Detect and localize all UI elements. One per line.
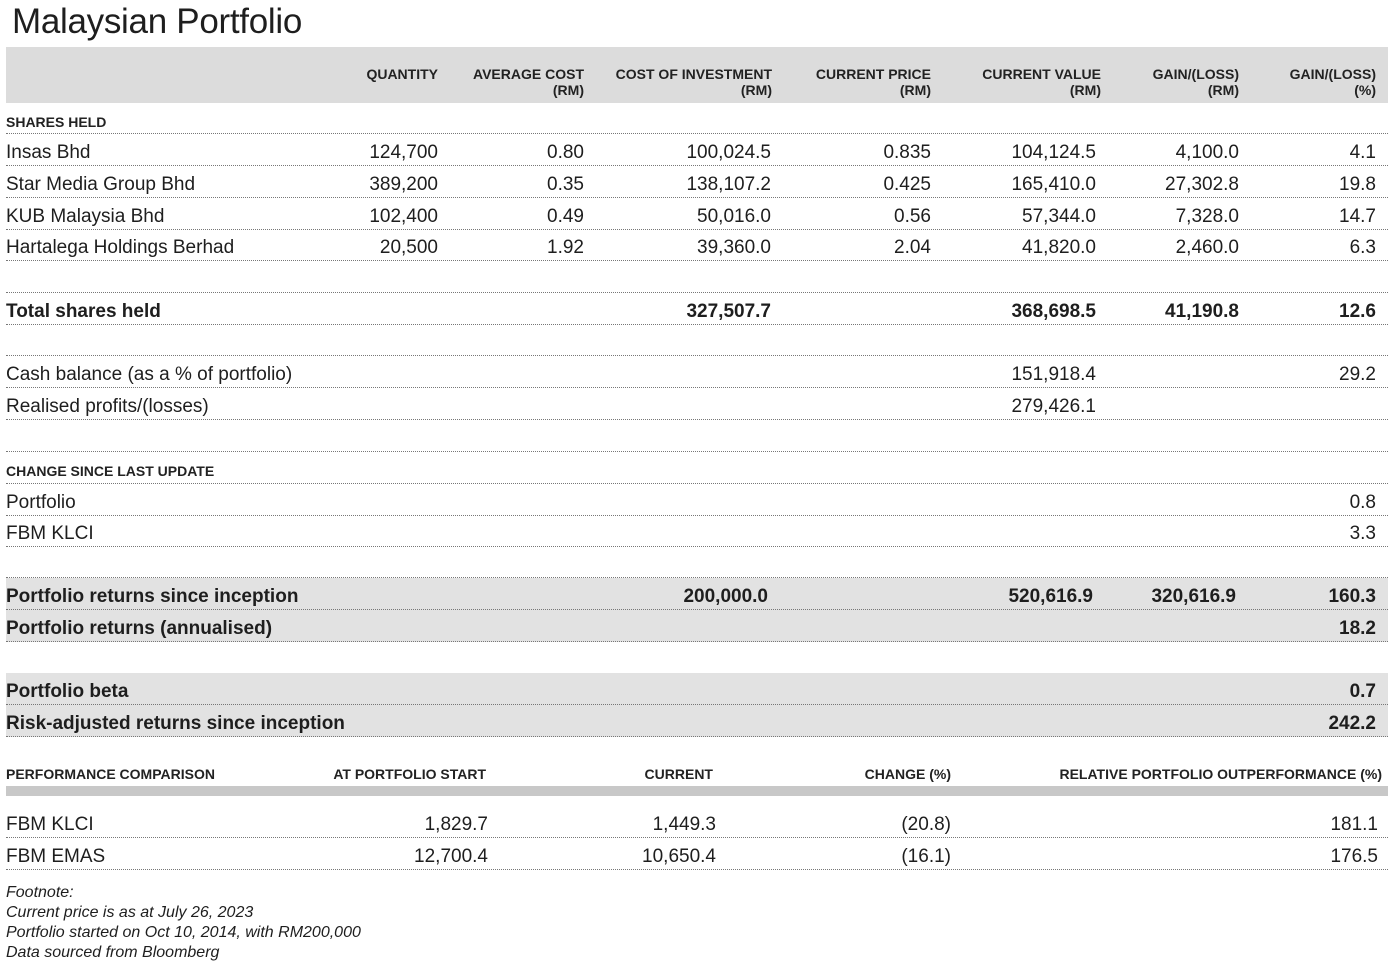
cost-of-investment: 50,016.0 [697, 206, 771, 227]
total-cost: 327,507.7 [686, 301, 771, 322]
risk-adjusted-label: Risk-adjusted returns since inception [6, 713, 345, 734]
cash-label: Cash balance (as a % of portfolio) [6, 364, 293, 385]
current-value: 41,820.0 [1022, 237, 1096, 258]
table-row [6, 166, 1388, 198]
header-current-price: CURRENT PRICE (RM) [815, 66, 931, 98]
change-klci-row [6, 515, 1388, 547]
perf-header-relative: RELATIVE PORTFOLIO OUTPERFORMANCE (%) [1059, 766, 1382, 782]
header-quantity: QUANTITY [366, 66, 438, 82]
current-price: 0.56 [894, 206, 931, 227]
average-cost: 0.80 [547, 142, 584, 163]
returns-inception-label: Portfolio returns since inception [6, 586, 299, 607]
section-row [6, 102, 1388, 134]
header-current-value: CURRENT VALUE (RM) [982, 66, 1101, 98]
gain-pct: 19.8 [1339, 174, 1376, 195]
total-label: Total shares held [6, 301, 161, 322]
page-title: Malaysian Portfolio [12, 2, 302, 41]
table-row [6, 229, 1388, 261]
header-cost-of-investment: COST OF INVESTMENT (RM) [615, 66, 772, 98]
header-average-cost: AVERAGE COST (RM) [473, 66, 584, 98]
returns-inception-value: 520,616.9 [1008, 586, 1093, 607]
risk-adjusted-row [6, 705, 1388, 737]
spacer-row [6, 324, 1388, 356]
returns-inception-row [6, 578, 1388, 610]
perf-change: (16.1) [901, 846, 951, 867]
stock-name: Hartalega Holdings Berhad [6, 237, 235, 258]
gain-rm: 27,302.8 [1165, 174, 1239, 195]
returns-annualised-label: Portfolio returns (annualised) [6, 618, 273, 639]
perf-header-start: AT PORTFOLIO START [333, 766, 486, 782]
total-row [6, 293, 1388, 325]
current-price: 0.425 [883, 174, 931, 195]
realised-row [6, 388, 1388, 420]
realised-label: Realised profits/(losses) [6, 396, 209, 417]
beta-value: 0.7 [1349, 681, 1376, 702]
stock-name: KUB Malaysia Bhd [6, 206, 165, 227]
current-price: 2.04 [894, 237, 931, 258]
stock-name: Insas Bhd [6, 142, 91, 163]
header-gain-rm: GAIN/(LOSS) (RM) [1152, 66, 1239, 98]
average-cost: 0.49 [547, 206, 584, 227]
perf-header-current: CURRENT [644, 766, 713, 782]
gain-pct: 4.1 [1349, 142, 1376, 163]
quantity: 102,400 [369, 206, 438, 227]
cost-of-investment: 138,107.2 [686, 174, 771, 195]
total-pct: 12.6 [1339, 301, 1376, 322]
current-value: 165,410.0 [1011, 174, 1096, 195]
table-row [6, 134, 1388, 166]
returns-annualised-pct: 18.2 [1339, 618, 1376, 639]
total-value: 368,698.5 [1011, 301, 1096, 322]
perf-start: 12,700.4 [414, 846, 488, 867]
section-shares-held: SHARES HELD [6, 114, 107, 130]
header-gain-pct: GAIN/(LOSS) (%) [1289, 66, 1376, 98]
returns-inception-cost: 200,000.0 [683, 586, 768, 607]
quantity: 20,500 [379, 237, 438, 258]
perf-index-name: FBM KLCI [6, 814, 94, 835]
change-klci-pct: 3.3 [1349, 523, 1376, 544]
perf-relative: 176.5 [1330, 846, 1378, 867]
perf-index-name: FBM EMAS [6, 846, 106, 867]
perf-relative: 181.1 [1330, 814, 1378, 835]
risk-adjusted-value: 242.2 [1328, 713, 1376, 734]
average-cost: 1.92 [547, 237, 584, 258]
footnote-line: Data sourced from Bloomberg [6, 944, 220, 961]
perf-row [6, 806, 1388, 838]
section-row [6, 452, 1388, 484]
gain-pct: 14.7 [1339, 206, 1376, 227]
realised-value: 279,426.1 [1011, 396, 1096, 417]
cost-of-investment: 100,024.5 [686, 142, 771, 163]
perf-header-bar [6, 786, 1388, 796]
footnote [6, 883, 361, 963]
returns-inception-gain: 320,616.9 [1151, 586, 1236, 607]
perf-current: 10,650.4 [642, 846, 716, 867]
stock-name: Star Media Group Bhd [6, 174, 196, 195]
current-price: 0.835 [883, 142, 931, 163]
spacer-row [6, 546, 1388, 578]
returns-annualised-row [6, 610, 1388, 642]
quantity: 124,700 [369, 142, 438, 163]
cash-row [6, 356, 1388, 388]
current-value: 104,124.5 [1011, 142, 1096, 163]
cash-value: 151,918.4 [1011, 364, 1096, 385]
spacer-row [6, 261, 1388, 293]
cash-pct: 29.2 [1339, 364, 1376, 385]
total-gain: 41,190.8 [1165, 301, 1239, 322]
perf-change: (20.8) [901, 814, 951, 835]
beta-label: Portfolio beta [6, 681, 129, 702]
spacer-row [6, 420, 1388, 452]
table-header [6, 47, 1388, 103]
section-change-since-last-update: CHANGE SINCE LAST UPDATE [6, 463, 215, 479]
perf-row [6, 838, 1388, 870]
footnote-title: Footnote: [6, 884, 74, 901]
spacer-row [6, 642, 1388, 674]
perf-header-change: CHANGE (%) [864, 766, 951, 782]
gain-pct: 6.3 [1349, 237, 1376, 258]
table-row [6, 198, 1388, 230]
gain-rm: 7,328.0 [1175, 206, 1239, 227]
cost-of-investment: 39,360.0 [697, 237, 771, 258]
gain-rm: 4,100.0 [1175, 142, 1239, 163]
change-portfolio-pct: 0.8 [1349, 492, 1376, 513]
current-value: 57,344.0 [1022, 206, 1096, 227]
quantity: 389,200 [369, 174, 438, 195]
change-portfolio-row [6, 484, 1388, 516]
returns-inception-pct: 160.3 [1328, 586, 1376, 607]
average-cost: 0.35 [547, 174, 584, 195]
perf-current: 1,449.3 [652, 814, 716, 835]
change-klci-label: FBM KLCI [6, 523, 94, 544]
gain-rm: 2,460.0 [1175, 237, 1239, 258]
footnote-line: Portfolio started on Oct 10, 2014, with RM200,000 [6, 924, 361, 941]
beta-row [6, 673, 1388, 705]
footnote-line: Current price is as at July 26, 2023 [6, 904, 254, 921]
perf-start: 1,829.7 [424, 814, 488, 835]
perf-header-label: PERFORMANCE COMPARISON [6, 766, 215, 782]
change-portfolio-label: Portfolio [6, 492, 76, 513]
